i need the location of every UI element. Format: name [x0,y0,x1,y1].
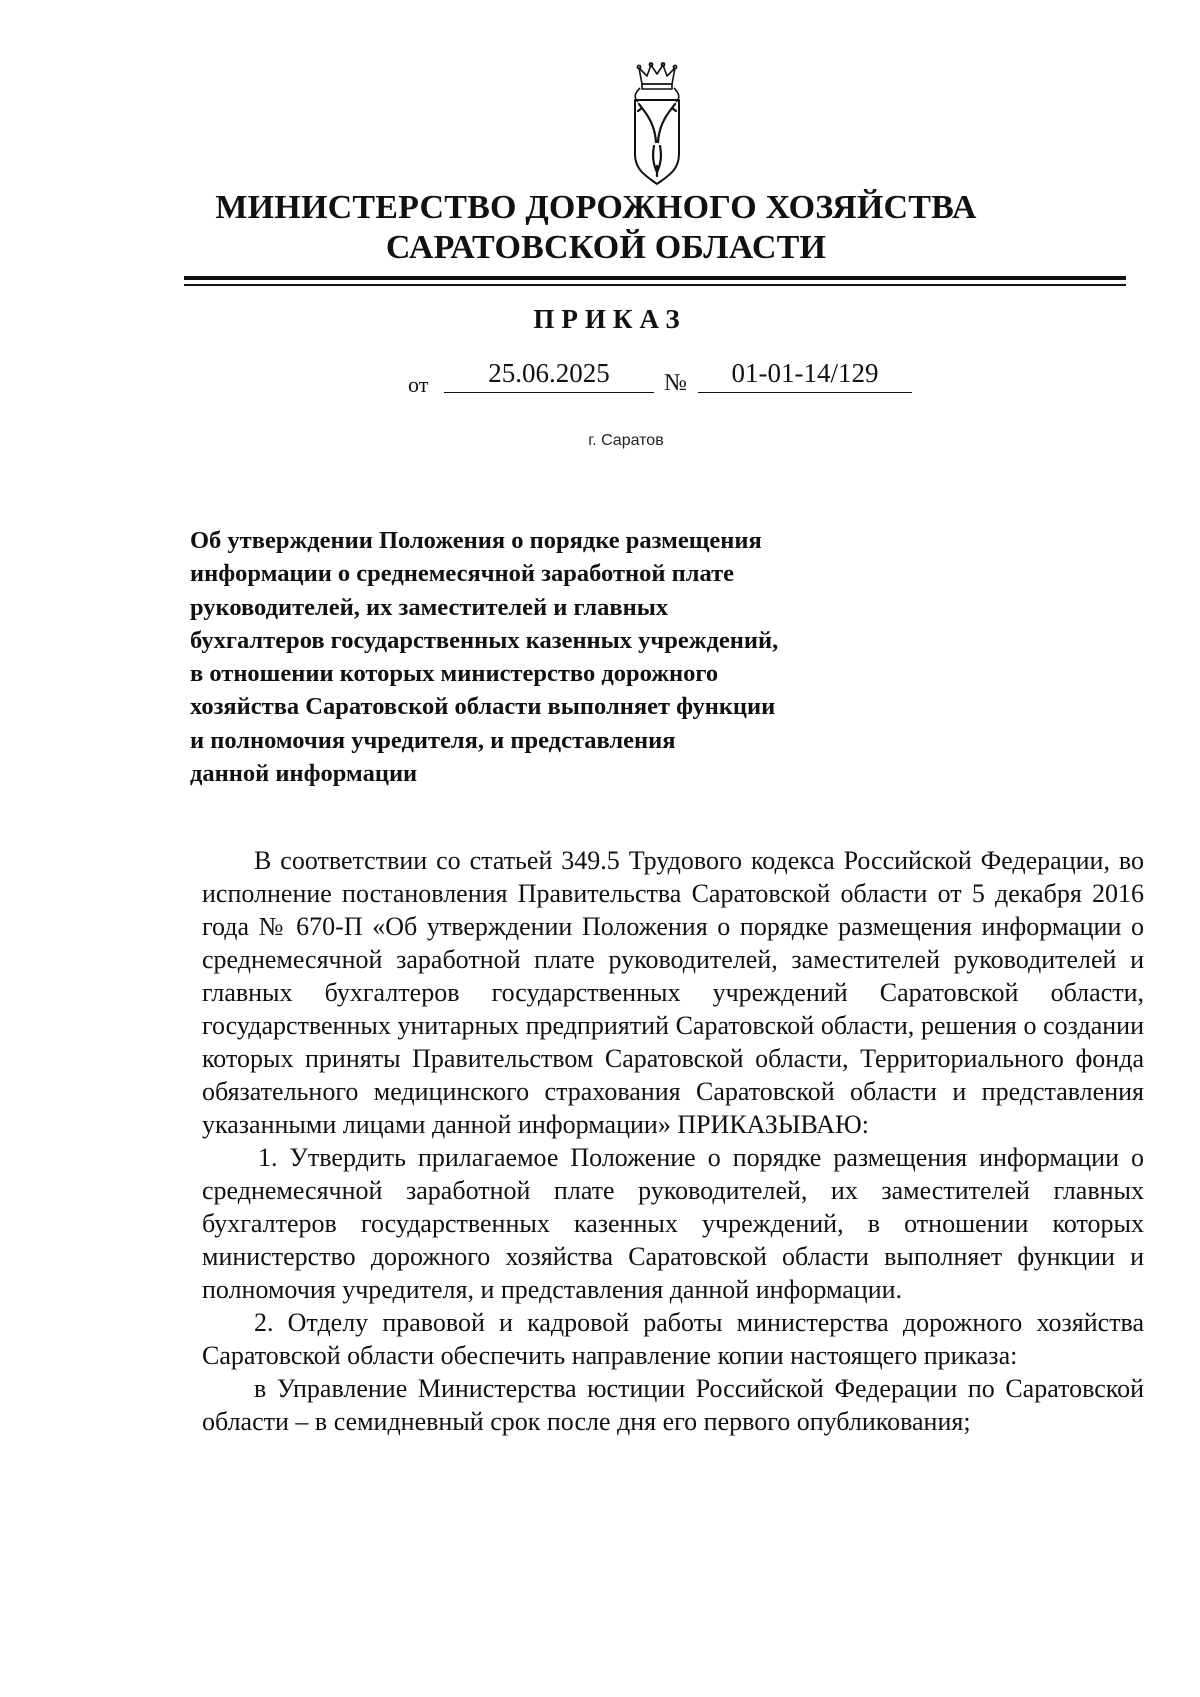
date-underline [444,392,654,393]
order-item-1: 1. Утвердить прилагаемое Положение о порядке размещения информации о среднемесячной заработной плате руководителей, их заместителей главных бухгалтеров государственных казенных учреждений, в отношении которых министерство дорожного хозяйства Саратовской области выполняет функции и полномочия учредителя, и представления данной информации. [202,1143,1144,1304]
number-prefix: № [664,370,687,396]
subject-line: и полномочия учредителя, и представления [190,726,676,754]
subject-line: информации о среднемесячной заработной плате [190,560,735,588]
subject-line: Об утверждении Положения о порядке размещения [190,527,762,554]
order-number: 01-01-14/129 [731,358,879,388]
order-city: г. Саратов [588,432,664,449]
subject-line: бухгалтеров государственных казенных учреждений, [190,626,779,654]
preamble-paragraph: В соответствии со статьей 349.5 Трудового кодекса Российской Федерации, во исполнение постановления Правительства Саратовской области от 5 декабря 2016 года № 670-П «Об утверждении Положения о порядке размещения информации о среднемесячной заработной плате руководителей, заместителей руководителей и главных бухгалтеров государственных учреждений Саратовской области, государственных унитарных предприятий Саратовской области, решения о создании которых приняты Правительством Саратовской области, Территориального фонда обязательного медицинского страхования Саратовской области и представления указанными лицами данной информации» ПРИКАЗЫВАЮ: [202,846,1144,1139]
coat-of-arms-icon [628,62,686,188]
header-rule-thin [184,284,1126,286]
number-underline [698,392,912,393]
ministry-name-line2: САРАТОВСКОЙ ОБЛАСТИ [385,229,827,266]
order-item-2-sub-1: в Управление Министерства юстиции Российской Федерации по Саратовской области – в семидневный срок после дня его первого опубликования; [202,1374,1144,1436]
order-body [202,844,1144,1438]
order-title: ПРИКАЗ [533,304,687,334]
date-prefix: от [408,372,429,397]
subject-line: данной информации [190,760,418,788]
order-item-2: 2. Отделу правовой и кадровой работы министерства дорожного хозяйства Саратовской области обеспечить направление копии настоящего приказа: [202,1308,1144,1370]
order-date: 25.06.2025 [488,358,610,388]
header-rule-thick [184,276,1126,280]
subject-line: хозяйства Саратовской области выполняет функции [190,693,776,721]
order-subject [190,524,910,790]
subject-line: в отношении которых министерство дорожного [190,660,719,688]
ministry-name-line1: МИНИСТЕРСТВО ДОРОЖНОГО ХОЗЯЙСТВА [215,189,977,226]
subject-line: руководителей, их заместителей и главных [190,593,669,621]
